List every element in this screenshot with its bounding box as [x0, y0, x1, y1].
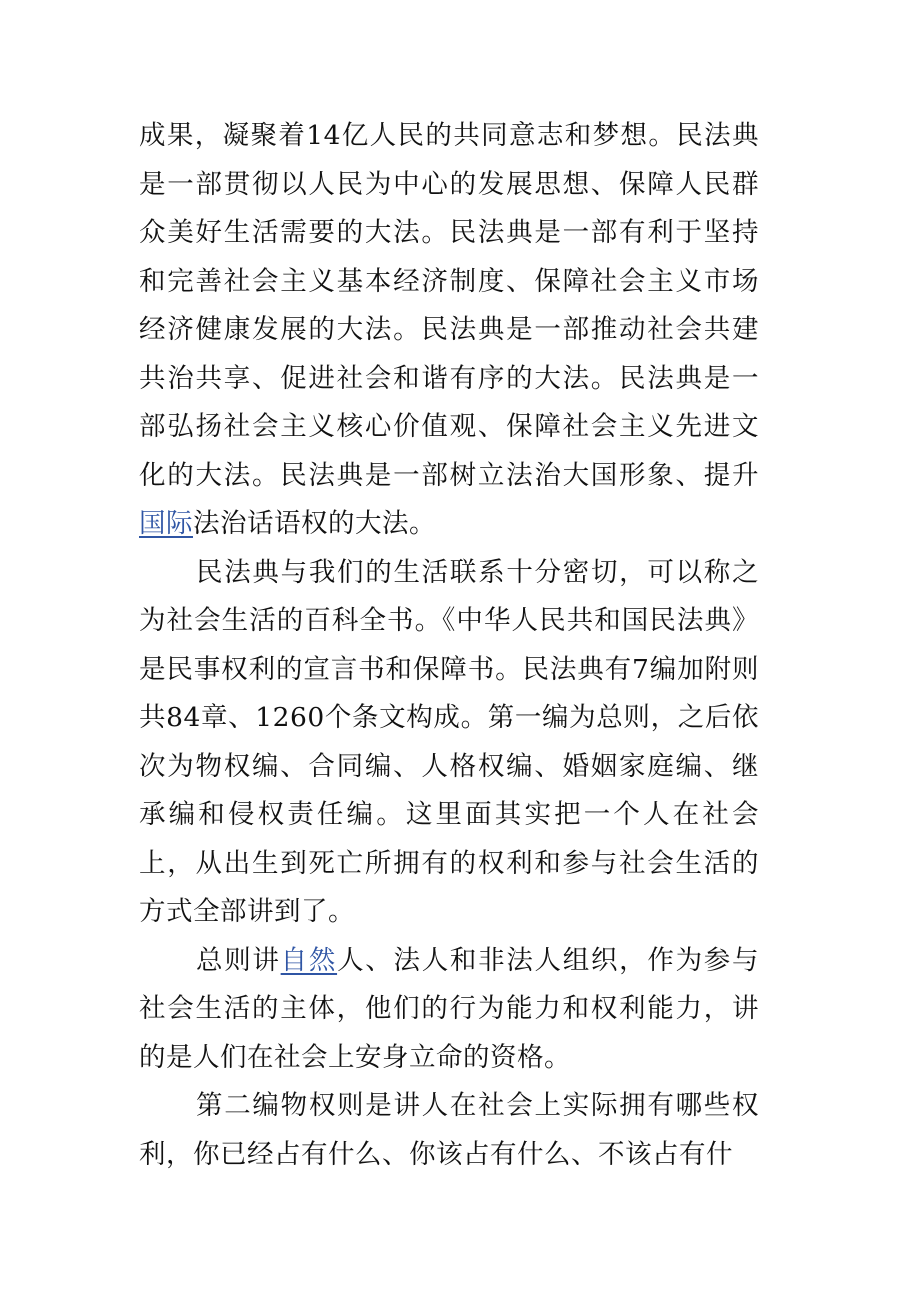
link-guoji[interactable]: 国际 [139, 508, 193, 539]
text-run: 总则讲 [196, 944, 281, 976]
text-run: 成果，凝聚着14亿人民的共同意志和梦想。民法典是一部贯彻以人民为中心的发展思想、保障人民群众美好生活需要的大法。民法典是一部有利于坚持和完善社会主义基本经济制度、保障社会主义市场经济健康发展的大法。民法典是一部推动社会共建共治共享、促进社会和谐有序的大法。民法典是一部弘扬社会主义核心价值观、保障社会主义先进文化的大法。民法典是一部树立法治大国形象、提升 [139, 120, 759, 491]
paragraph-1 [139, 112, 759, 549]
text-run: 民法典与我们的生活联系十分密切，可以称之为社会生活的百科全书。《中华人民共和国民法典》是民事权利的宣言书和保障书。民法典有7编加附则共84章、1260个条文构成。第一编为总则，之后依次为物权编、合同编、人格权编、婚姻家庭编、继承编和侵权责任编。这里面其实把一个人在社会上，从出生到死亡所拥有的权利和参与社会生活的方式全部讲到了。 [139, 556, 759, 927]
link-ziran[interactable]: 自然 [280, 944, 338, 976]
text-run: 法治话语权的大法。 [193, 508, 436, 539]
paragraph-4 [139, 1082, 759, 1179]
text-run: 人、法人和非法人组织，作为参与社会生活的主体，他们的行为能力和权利能力，讲的是人们在社会上安身立命的资格。 [139, 944, 760, 1073]
document-page [139, 112, 759, 1179]
text-run: 第二编物权则是讲人在社会上实际拥有哪些权利，你已经占有什么、你该占有什么、不该占有什 [139, 1090, 759, 1170]
paragraph-3 [139, 937, 759, 1083]
paragraph-2 [139, 549, 759, 937]
